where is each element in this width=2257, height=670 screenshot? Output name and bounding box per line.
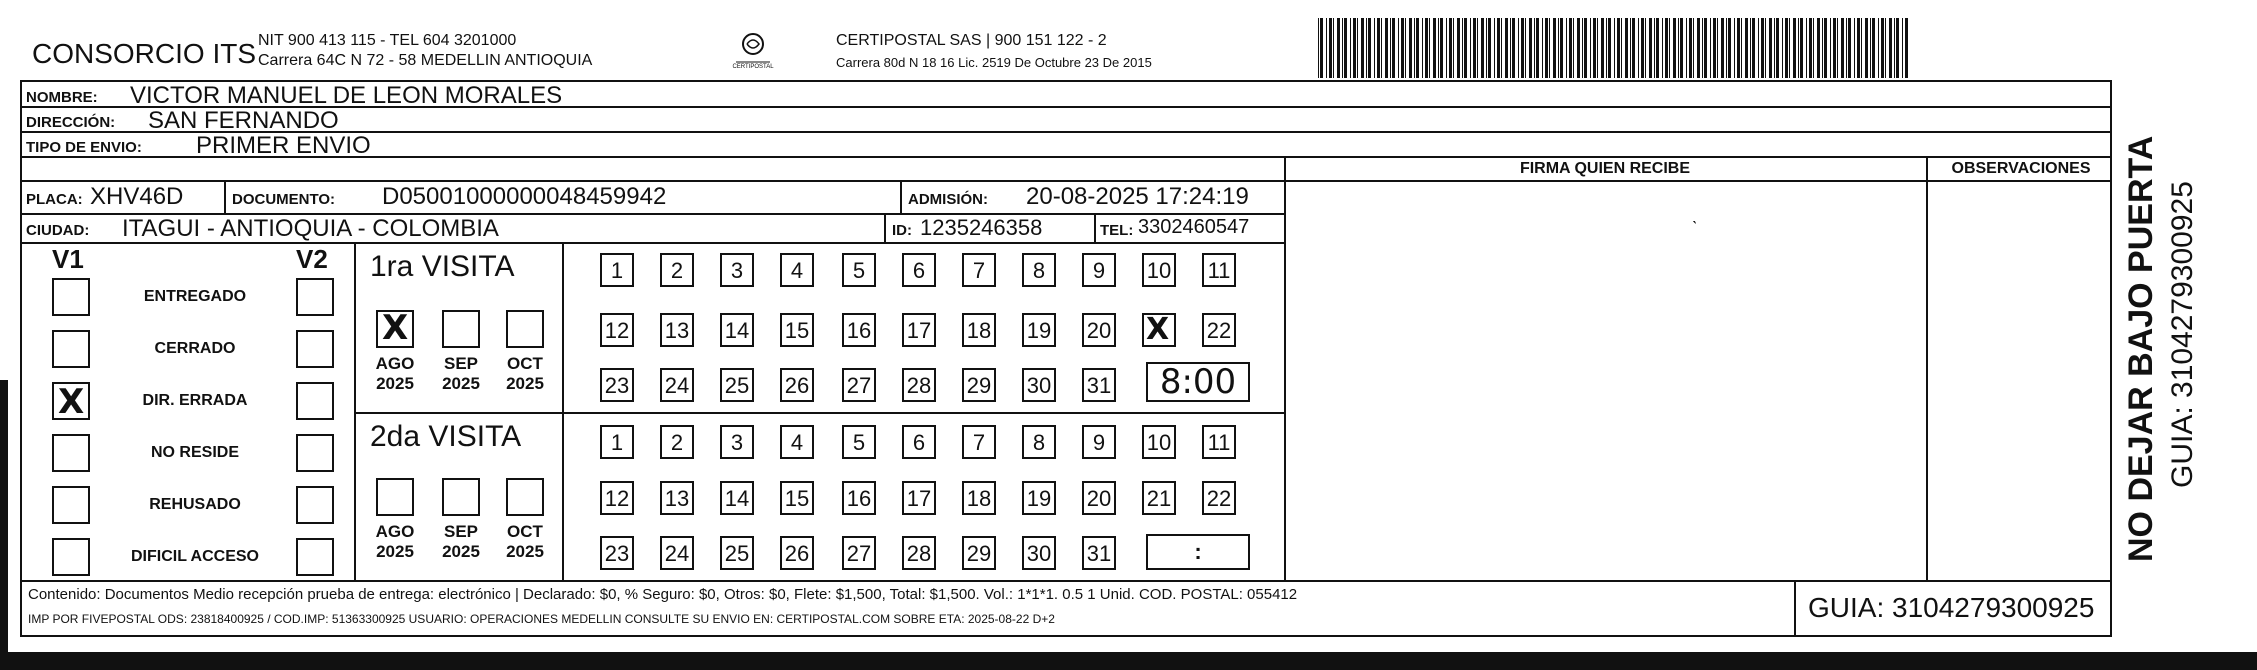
visit2-day-9[interactable]: 9 [1082, 425, 1116, 459]
scan-edge-left [0, 380, 8, 670]
id-label: ID: [892, 222, 912, 239]
visit2-day-21[interactable]: 21 [1142, 481, 1176, 515]
id-value: 1235246358 [920, 215, 1043, 240]
visit1-month-checkbox[interactable] [376, 310, 414, 348]
visit1-day-3[interactable]: 3 [720, 253, 754, 287]
visit2-month-checkbox[interactable] [376, 478, 414, 516]
placa-label: PLACA: [26, 191, 83, 208]
visit2-day-24[interactable]: 24 [660, 536, 694, 570]
visit1-day-8[interactable]: 8 [1022, 253, 1056, 287]
visit2-month-checkbox[interactable] [506, 478, 544, 516]
visit2-time: : [1194, 539, 1202, 564]
scan-edge-bottom [0, 652, 2257, 670]
reason-label: DIR. ERRADA [142, 392, 248, 409]
firma-header: FIRMA QUIEN RECIBE [1519, 160, 1691, 177]
nombre-label: NOMBRE: [26, 89, 98, 106]
v2-header: V2 [296, 244, 328, 274]
visit1-title: 1ra VISITA [370, 250, 515, 283]
observaciones-header: OBSERVACIONES [1951, 160, 2091, 177]
visit1-day-14[interactable]: 14 [720, 313, 754, 347]
visit2-time-box[interactable] [1146, 534, 1250, 570]
visit1-day-13[interactable]: 13 [660, 313, 694, 347]
v2-checkbox[interactable] [296, 538, 334, 576]
visit1-year-label: 2025 [376, 374, 414, 393]
v2-checkbox[interactable] [296, 434, 334, 472]
ciudad-label: CIUDAD: [26, 222, 90, 239]
v1-checkbox[interactable] [52, 382, 90, 420]
reason-label: NO RESIDE [150, 444, 239, 461]
visit1-day-9[interactable]: 9 [1082, 253, 1116, 287]
visit2-month-label: AGO [375, 522, 415, 541]
visit1-day-23[interactable]: 23 [600, 368, 634, 402]
logo-text: CERTIPOSTAL [732, 64, 774, 70]
v2-checkbox[interactable] [296, 486, 334, 524]
v1-checkbox[interactable] [52, 538, 90, 576]
documento-value: D05001000000048459942 [382, 183, 667, 210]
courier-info-line2: Carrera 80d N 18 16 Lic. 2519 De Octubre 23 De 2015 [836, 55, 1152, 70]
tipo-envio-value: PRIMER ENVIO [196, 132, 371, 159]
visit1-day-17[interactable]: 17 [902, 313, 936, 347]
tel-value: 3302460547 [1138, 216, 1250, 238]
v1-checkbox[interactable] [52, 330, 90, 368]
visit2-day-20[interactable]: 20 [1082, 481, 1116, 515]
visit1-day-22[interactable]: 22 [1202, 313, 1236, 347]
v2-checkbox[interactable] [296, 330, 334, 368]
tipo-envio-label: TIPO DE ENVIO: [26, 139, 142, 156]
visit2-day-16[interactable]: 16 [842, 481, 876, 515]
visit1-day-12[interactable]: 12 [600, 313, 634, 347]
visit2-month-label: SEP [443, 522, 479, 541]
visit2-month-checkbox[interactable] [442, 478, 480, 516]
visit2-day-18[interactable]: 18 [962, 481, 996, 515]
side-guia: GUIA: 3104279300925 [2166, 181, 2199, 488]
v2-checkbox[interactable] [296, 278, 334, 316]
visit1-month-checkbox[interactable] [506, 310, 544, 348]
check-mark: X [58, 382, 85, 422]
barcode [1318, 18, 1912, 78]
visit2-title: 2da VISITA [370, 420, 522, 453]
footer-content: Contenido: Documentos Medio recepción prueba de entrega: electrónico | Declarado: $0, % Seguro: $0, Otros: $0, Flete: $1,500, Total: $1,500. Vol.: 1*1*1. 0.5 1 Unid. COD. POSTAL: 055412 [28, 586, 1298, 603]
visit1-day-19[interactable]: 19 [1022, 313, 1056, 347]
side-warning: NO DEJAR BAJO PUERTA [2122, 135, 2160, 562]
visit1-day-2[interactable]: 2 [660, 253, 694, 287]
v2-checkbox[interactable] [296, 382, 334, 420]
visit2-year-label: 2025 [376, 542, 414, 561]
footer-guia: GUIA: 3104279300925 [1808, 592, 2095, 623]
v1-header: V1 [52, 244, 84, 274]
tel-label: TEL: [1100, 222, 1134, 239]
direccion-label: DIRECCIÓN: [26, 114, 116, 131]
visit2-year-label: 2025 [442, 542, 480, 561]
reason-label: ENTREGADO [143, 288, 247, 305]
visit1-day-30[interactable]: 30 [1022, 368, 1056, 402]
visit2-day-5[interactable]: 5 [842, 425, 876, 459]
v1-checkbox[interactable] [52, 278, 90, 316]
visit2-day-6[interactable]: 6 [902, 425, 936, 459]
visit1-day-15[interactable]: 15 [780, 313, 814, 347]
visit2-day-13[interactable]: 13 [660, 481, 694, 515]
visit2-day-30[interactable]: 30 [1022, 536, 1056, 570]
visit1-day-16[interactable]: 16 [842, 313, 876, 347]
visit1-day-28[interactable]: 28 [902, 368, 936, 402]
visit1-month-label: AGO [375, 354, 415, 373]
nombre-value: VICTOR MANUEL DE LEON MORALES [130, 82, 563, 109]
check-mark: X [1146, 312, 1170, 347]
visit2-day-17[interactable]: 17 [902, 481, 936, 515]
visit1-day-25[interactable]: 25 [720, 368, 754, 402]
visit2-day-15[interactable]: 15 [780, 481, 814, 515]
visit1-day-18[interactable]: 18 [962, 313, 996, 347]
visit1-day-27[interactable]: 27 [842, 368, 876, 402]
visit2-day-10[interactable]: 10 [1142, 425, 1176, 459]
visit1-day-24[interactable]: 24 [660, 368, 694, 402]
visit1-day-5[interactable]: 5 [842, 253, 876, 287]
visit2-day-28[interactable]: 28 [902, 536, 936, 570]
reason-label: CERRADO [154, 340, 236, 357]
visit2-day-29[interactable]: 29 [962, 536, 996, 570]
visit2-day-22[interactable]: 22 [1202, 481, 1236, 515]
visit2-day-4[interactable]: 4 [780, 425, 814, 459]
visit1-month-label: OCT [507, 354, 543, 373]
visit1-day-4[interactable]: 4 [780, 253, 814, 287]
visit2-day-7[interactable]: 7 [962, 425, 996, 459]
visit1-year-label: 2025 [506, 374, 544, 393]
visit2-month-label: OCT [507, 522, 543, 541]
placa-value: XHV46D [90, 183, 184, 210]
documento-label: DOCUMENTO: [232, 191, 336, 208]
visit1-day-26[interactable]: 26 [780, 368, 814, 402]
visit2-day-2[interactable]: 2 [660, 425, 694, 459]
visit1-month-label: SEP [443, 354, 479, 373]
company-info-line2: Carrera 64C N 72 - 58 MEDELLIN ANTIOQUIA [258, 52, 593, 69]
visit2-day-11[interactable]: 11 [1202, 425, 1236, 459]
direccion-value: SAN FERNANDO [148, 107, 339, 134]
visit1-month-checkbox[interactable] [442, 310, 480, 348]
visit2-day-12[interactable]: 12 [600, 481, 634, 515]
company-info-line1: NIT 900 413 115 - TEL 604 3201000 [258, 32, 517, 49]
reason-label: REHUSADO [149, 496, 241, 513]
visit1-day-20[interactable]: 20 [1082, 313, 1116, 347]
visit1-day-6[interactable]: 6 [902, 253, 936, 287]
company-name: CONSORCIO ITS [32, 38, 257, 69]
footer-print-info: IMP POR FIVEPOSTAL ODS: 23818400925 / COD.IMP: 51363300925 USUARIO: OPERACIONES MEDELLIN CONSULTE SU ENVIO EN: CERTIPOSTAL.COM SOBRE ETA: 2025-08-22 D+2 [28, 612, 1055, 626]
admision-value: 20-08-2025 17:24:19 [1026, 183, 1249, 210]
visit2-day-26[interactable]: 26 [780, 536, 814, 570]
visit1-day-7[interactable]: 7 [962, 253, 996, 287]
visit2-day-27[interactable]: 27 [842, 536, 876, 570]
visit2-year-label: 2025 [506, 542, 544, 561]
visit1-year-label: 2025 [442, 374, 480, 393]
visit1-time: 8:00 [1159, 362, 1237, 402]
visit2-day-19[interactable]: 19 [1022, 481, 1056, 515]
visit1-day-1[interactable]: 1 [600, 253, 634, 287]
signature-tick: ˎ [1692, 204, 1698, 224]
visit1-day-11[interactable]: 11 [1202, 253, 1236, 287]
v1-checkbox[interactable] [52, 434, 90, 472]
visit1-time-box[interactable] [1146, 362, 1250, 402]
visit2-day-23[interactable]: 23 [600, 536, 634, 570]
certipostal-logo [732, 28, 774, 74]
ciudad-value: ITAGUI - ANTIOQUIA - COLOMBIA [122, 215, 499, 242]
visit2-day-1[interactable]: 1 [600, 425, 634, 459]
admision-label: ADMISIÓN: [908, 191, 988, 208]
visit1-day-21[interactable] [1142, 313, 1176, 347]
v1-checkbox[interactable] [52, 486, 90, 524]
reason-label: DIFICIL ACCESO [130, 548, 259, 565]
courier-info-line1: CERTIPOSTAL SAS | 900 151 122 - 2 [836, 32, 1107, 49]
visit1-day-29[interactable]: 29 [962, 368, 996, 402]
visit2-day-25[interactable]: 25 [720, 536, 754, 570]
visit1-day-31[interactable]: 31 [1082, 368, 1116, 402]
check-mark: X [382, 308, 409, 348]
visit1-day-10[interactable]: 10 [1142, 253, 1176, 287]
visit2-day-14[interactable]: 14 [720, 481, 754, 515]
visit2-day-8[interactable]: 8 [1022, 425, 1056, 459]
visit2-day-3[interactable]: 3 [720, 425, 754, 459]
visit2-day-31[interactable]: 31 [1082, 536, 1116, 570]
